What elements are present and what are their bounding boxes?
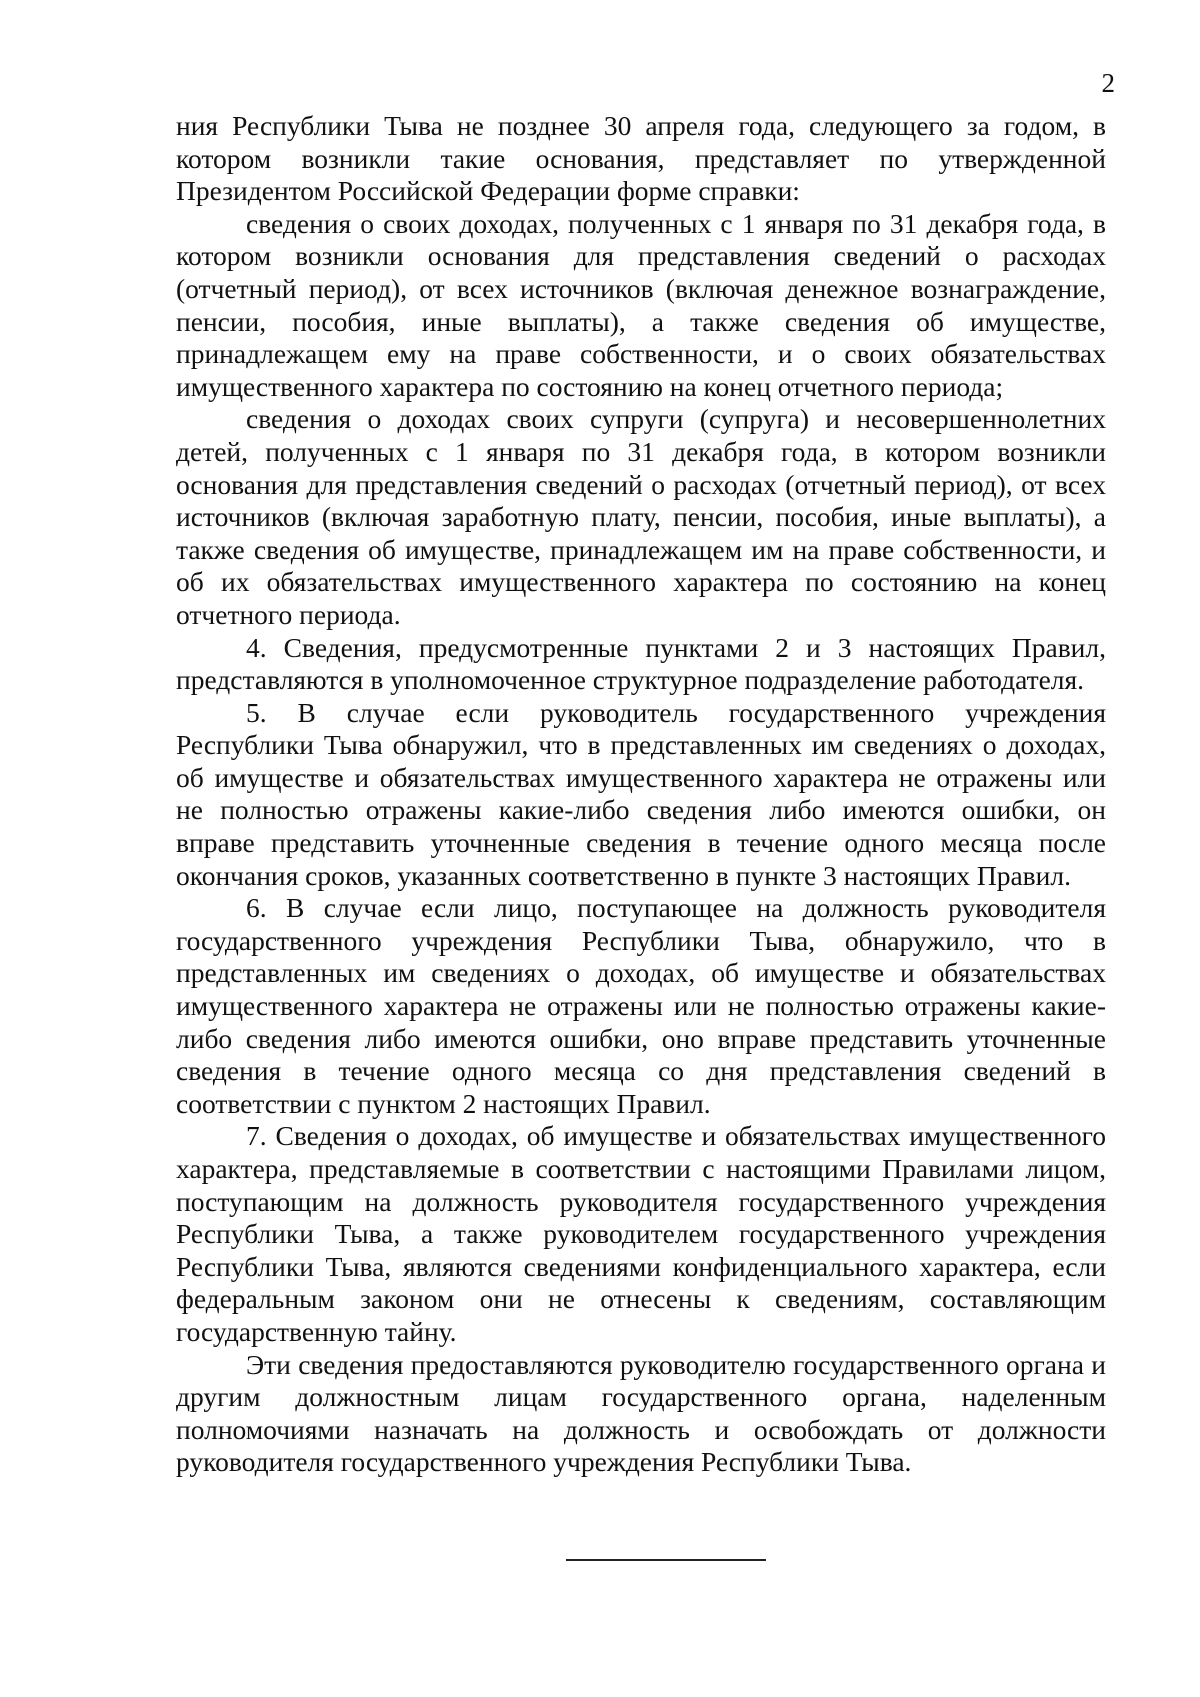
- end-of-document-rule: [566, 1559, 766, 1561]
- paragraph-family-income-info: сведения о доходах своих супруги (супруга) и несовершеннолетних детей, полученных с 1 января по 31 декабря года, в котором возникли основания для представления сведений о расходах (отчетный период), от всех источников (включая заработную плату, пенсии, пособия, иные выплаты), а также сведения об имуществе, принадлежащем им на праве собственности, и об их обязательствах имущественного характера по состоянию на конец отчетного периода.: [176, 403, 1106, 630]
- paragraph-continuation: ния Республики Тыва не позднее 30 апреля года, следующего за годом, в котором возникли такие основания, представляет по утвержденной Президентом Российской Федерации форме справки:: [176, 110, 1106, 207]
- paragraph-item-6: 6. В случае если лицо, поступающее на должность руководителя государственного учреждения Республики Тыва, обнаружило, что в представленных им сведениях о доходах, об имуществе и обязательствах имущественного характера не отражены или не полностью отражены какие-либо сведения либо имеются ошибки, оно вправе представить уточненные сведения в течение одного месяца со дня представления сведений в соответствии с пунктом 2 настоящих Правил.: [176, 892, 1106, 1119]
- paragraph-item-7: 7. Сведения о доходах, об имуществе и обязательствах имущественного характера, представляемые в соответствии с настоящими Правилами лицом, поступающим на должность руководителя государственного учреждения Республики Тыва, а также руководителем государственного учреждения Республики Тыва, являются сведениями конфиденциального характера, если федеральным законом они не отнесены к сведениям, составляющим государственную тайну.: [176, 1120, 1106, 1347]
- paragraph-item-5: 5. В случае если руководитель государственного учреждения Республики Тыва обнаружил, что в представленных им сведениях о доходах, об имуществе и обязательствах имущественного характера не отражены или не полностью отражены какие-либо сведения либо имеются ошибки, он вправе представить уточненные сведения в течение одного месяца после окончания сроков, указанных соответственно в пункте 3 настоящих Правил.: [176, 696, 1106, 891]
- paragraph-own-income-info: сведения о своих доходах, полученных с 1 января по 31 декабря года, в котором возникли основания для представления сведений о расходах (отчетный период), от всех источников (включая денежное вознаграждение, пенсии, пособия, иные выплаты), а также сведения об имуществе, принадлежащем ему на праве собственности, и о своих обязательствах имущественного характера по состоянию на конец отчетного периода;: [176, 207, 1106, 402]
- document-body: [176, 110, 1106, 1479]
- paragraph-recipients: Эти сведения предоставляются руководителю государственного органа и другим должностным лицам государственного органа, наделенным полномочиями назначать на должность и освобождать от должности руководителя государственного учреждения Республики Тыва.: [176, 1348, 1106, 1478]
- paragraph-item-4: 4. Сведения, предусмотренные пунктами 2 и 3 настоящих Правил, представляются в уполномоченное структурное подразделение работодателя.: [176, 631, 1106, 696]
- page-number: 2: [1101, 68, 1115, 98]
